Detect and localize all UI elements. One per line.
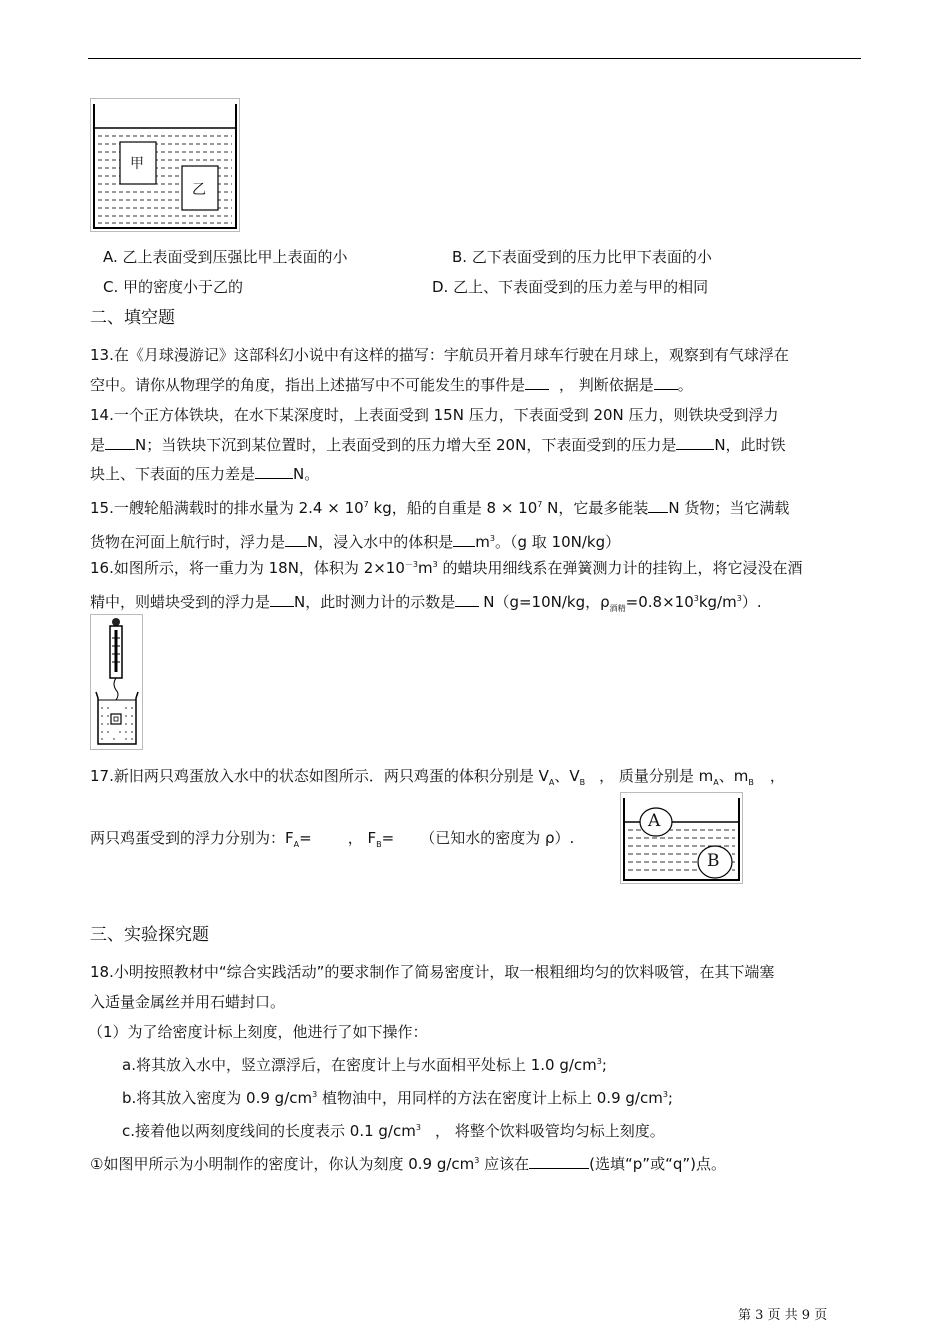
option-b: B. 乙下表面受到的压力比甲下表面的小 [452, 248, 712, 266]
q16-text-e: N，此时测力计的示数是 [294, 592, 456, 611]
egg-b-label: B [707, 851, 720, 871]
q17-blank-2[interactable] [394, 829, 420, 843]
q16-exp-4: 3 [736, 593, 742, 603]
q15-text-f: N，浸入水中的体积是 [307, 532, 454, 551]
q17-sub-fa: A [293, 840, 300, 849]
q16-exp-2: 3 [432, 560, 438, 569]
q15-blank-1[interactable] [648, 498, 668, 513]
figure-spring-scale [90, 614, 143, 750]
q14-text-b: N；当铁块下沉到某位置时，上表面受到的压力增大至 20N，下表面受到的压力是 [135, 435, 677, 454]
q18-step-b-text2: 植物油中，用同样的方法在密度计上标上 0.9 g/cm [317, 1089, 663, 1107]
question-16 [90, 550, 860, 623]
q15-text-b: kg，船的自重是 8 × 10 [368, 499, 538, 517]
q18-step-a [122, 1047, 860, 1080]
q17-sub-ma: A [713, 778, 719, 787]
question-18 [90, 957, 860, 1179]
q18-step-b-exp: 3 [312, 1090, 318, 1099]
q16-text-g: =0.8×10 [625, 592, 694, 611]
q18-step-b [122, 1080, 860, 1113]
question-15 [90, 490, 860, 557]
q16-line2 [90, 584, 860, 624]
q13-line2 [90, 371, 860, 401]
egg-a-label: A [648, 811, 661, 831]
q13-text-c: 。 [677, 375, 693, 394]
page-footer: 第 3 页 共 9 页 [738, 1308, 828, 1323]
q18-step-c-exp: 3 [415, 1123, 421, 1132]
q13-blank-1[interactable] [525, 375, 549, 390]
q14-text-a: 是 [90, 435, 106, 454]
q16-text-c: 的蜡块用细线系在弹簧测力计的挂钩上，将它浸没在酒 [437, 559, 803, 577]
figure-blocks-in-water [90, 98, 240, 232]
label-jia: 甲 [130, 156, 144, 172]
q17-sub-va: A [548, 778, 555, 787]
q18-q1-exp: 3 [474, 1156, 480, 1165]
q15-exp-1: 7 [363, 500, 369, 509]
option-a: A. 乙上表面受到压强比甲上表面的小 [103, 248, 348, 266]
q17-text-f: = [299, 829, 312, 847]
q17-sub-fb: B [376, 840, 382, 849]
q18-step-c-text: c.接着他以两刻度线间的长度表示 0.1 g/cm [122, 1122, 416, 1140]
q18-line2: 入适量金属丝并用石蜡封口。 [90, 993, 286, 1011]
question-14 [90, 401, 860, 490]
q18-step-b-exp2: 3 [662, 1090, 668, 1099]
q14-blank-3[interactable] [255, 464, 293, 479]
q15-text-g: m [475, 532, 490, 551]
q15-text-c: N，它最多能装 [542, 499, 649, 517]
q15-blank-2[interactable] [285, 532, 307, 547]
q17-text-e: 两只鸡蛋受到的浮力分别为：F [90, 829, 294, 847]
q18-blank-1[interactable] [529, 1154, 589, 1169]
q13-blank-2[interactable] [654, 375, 678, 390]
header-rule [88, 58, 861, 59]
q16-text-d: 精中，则蜡块受到的浮力是 [90, 592, 271, 611]
circled-one: ① [90, 1155, 104, 1173]
q17-text-a: 17.新旧两只鸡蛋放入水中的状态如图所示．两只鸡蛋的体积分别是 V [90, 767, 549, 785]
q14-text-e: N。 [293, 465, 320, 483]
q18-sub1: （1）为了给密度计标上刻度，他进行了如下操作： [88, 1023, 428, 1041]
q16-text-b: m [418, 559, 433, 577]
q18-line1: 18.小明按照教材中“综合实践活动”的要求制作了简易密度计，取一根粗细均匀的饮料吸管，在其下端塞 [90, 963, 775, 981]
q18-step-b-end: ; [667, 1089, 673, 1107]
q13-line1: 13.在《月球漫游记》这部科幻小说中有这样的描写：宇航员开着月球车行驶在月球上，观察到有气球浮在 [90, 346, 789, 364]
q17-text-sep: 、V [554, 767, 580, 785]
q17-text-c: 、m [718, 767, 749, 785]
q15-exp-3: 3 [489, 533, 495, 543]
q18-question-1 [90, 1146, 860, 1179]
q15-blank-3[interactable] [453, 532, 475, 547]
q18-q1-text: 如图甲所示为小明制作的密度计，你认为刻度 0.9 g/cm [103, 1155, 475, 1173]
q16-sub-alcohol: 酒精 [609, 603, 626, 613]
q14-text-c: N，此时铁 [714, 435, 786, 454]
q18-q1-text2: 应该在 [479, 1155, 530, 1173]
q16-text-i: ）. [741, 592, 762, 611]
option-d: D. 乙上、下表面受到的压力差与甲的相同 [432, 278, 709, 296]
q17-blank-1[interactable] [312, 829, 348, 843]
q14-blank-2[interactable] [676, 435, 714, 450]
q16-line1 [90, 550, 860, 584]
q15-exp-2: 7 [537, 500, 543, 509]
blocks-diagram-svg [90, 98, 240, 232]
q13-text-a: 空中。请你从物理学的角度，指出上述描写中不可能发生的事件是 [90, 375, 526, 394]
q15-text-e: 货物在河面上航行时，浮力是 [90, 532, 286, 551]
q18-step-a-end: ; [601, 1056, 607, 1074]
q14-line2 [90, 431, 860, 461]
q15-line1 [90, 490, 860, 524]
q14-blank-1[interactable] [105, 435, 135, 450]
q14-line1: 14.一个正方体铁块，在水下某深度时，上表面受到 15N 压力，下表面受到 20N 压力，则铁块受到浮力 [90, 406, 779, 424]
q17-text-h: = [381, 829, 395, 847]
q17-sub-mb: B [748, 778, 754, 787]
q18-step-c [122, 1113, 860, 1146]
q15-text-a: 15.一艘轮船满载时的排水量为 2.4 × 10 [90, 499, 364, 517]
q18-step-b-text: b.将其放入密度为 0.9 g/cm [122, 1089, 313, 1107]
q17-text-i: （已知水的密度为 ρ）. [420, 829, 575, 847]
figure-eggs-in-water [620, 792, 743, 884]
q16-text-h: kg/m [698, 592, 737, 611]
spring-scale-svg [90, 614, 143, 750]
section-title-fill-in: 二、填空题 [90, 308, 175, 328]
q18-step-a-exp: 3 [596, 1057, 602, 1066]
q16-text-f: N（g=10N/kg，ρ [483, 592, 610, 611]
q16-exp-1: －3 [404, 560, 418, 569]
q13-text-b: ， 判断依据是 [559, 375, 654, 394]
q18-step-c-text2: ， 将整个饮料吸管均匀标上刻度。 [434, 1122, 665, 1140]
question-17-line2 [90, 824, 630, 860]
q15-text-h: 。（g 取 10N/kg） [494, 532, 621, 551]
label-yi: 乙 [192, 182, 206, 198]
question-13 [90, 341, 860, 400]
q16-text-a: 16.如图所示，将一重力为 18N，体积为 2×10 [90, 559, 405, 577]
q17-text-d: ， [769, 767, 785, 785]
q16-blank-1[interactable] [270, 592, 294, 607]
q18-q1-text3: (选填“p”或“q”)点。 [589, 1155, 726, 1173]
q15-text-d: N 货物；当它满载 [668, 499, 790, 517]
q14-text-d: 块上、下表面的压力差是 [90, 465, 256, 483]
q17-text-b: ， 质量分别是 m [599, 767, 714, 785]
q18-step-a-text: a.将其放入水中，竖立漂浮后，在密度计上与水面相平处标上 1.0 g/cm [122, 1056, 597, 1074]
section-title-experiment: 三、实验探究题 [90, 925, 209, 945]
q14-line3 [90, 460, 860, 490]
q16-exp-3: 3 [693, 593, 699, 603]
option-c: C. 甲的密度小于乙的 [103, 278, 244, 296]
q17-text-g: ， F [347, 829, 377, 847]
q16-blank-2[interactable] [455, 592, 479, 607]
q17-sub-vb: B [579, 778, 586, 787]
eggs-diagram-svg [620, 792, 743, 884]
